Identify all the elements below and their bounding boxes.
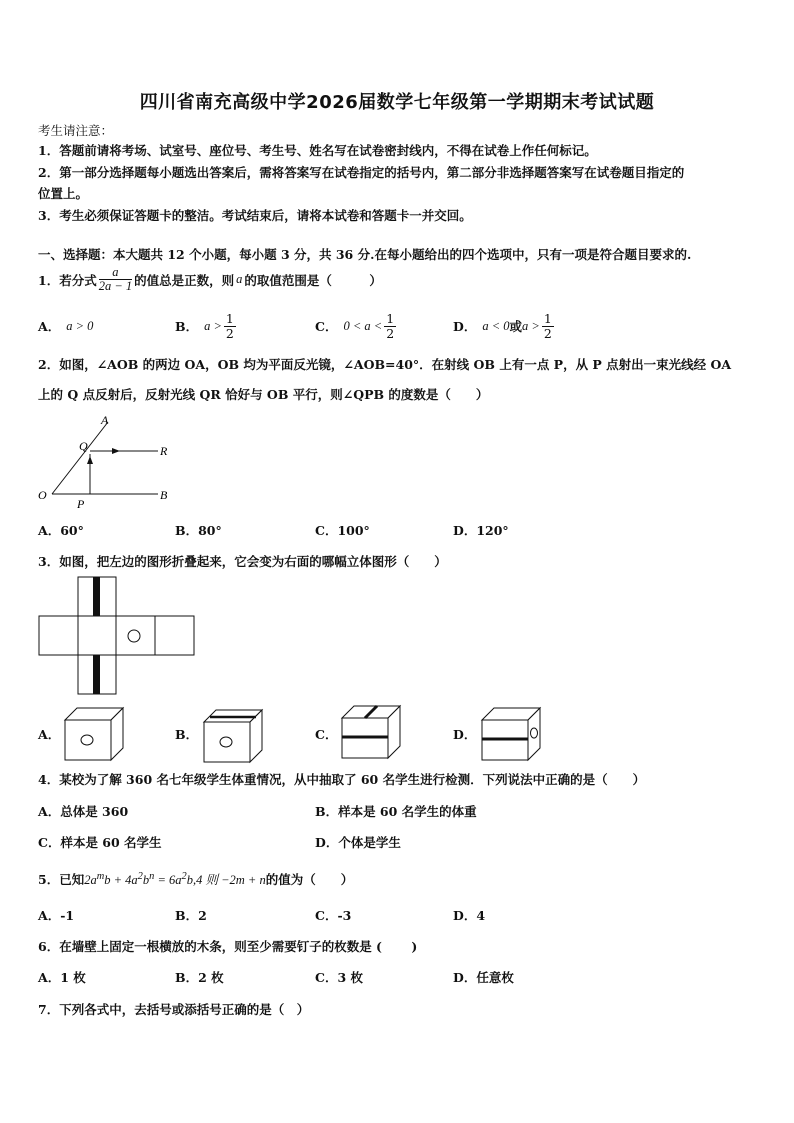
question-2-line2: 上的 Q 点反射后，反射光线 QR 恰好与 OB 平行，则∠QPB 的度数是（ ） bbox=[38, 387, 489, 402]
q4-option-c[interactable]: C．样本是 60 名学生 bbox=[38, 835, 162, 850]
option-or: 或 bbox=[509, 319, 523, 334]
option-math: 0 < a < bbox=[343, 318, 383, 333]
q1-middle: 的值总是正数，则 bbox=[134, 272, 235, 288]
q4-option-a[interactable]: A．总体是 360 bbox=[38, 804, 129, 819]
arrow-up-icon bbox=[87, 456, 93, 464]
q6-option-a[interactable]: A．1 枚 bbox=[38, 970, 86, 985]
label-o: O bbox=[38, 488, 47, 502]
notice-item: 2．第一部分选择题每小题选出答案后，需将答案写在试卷指定的括号内，第二部分非选择题答案写在试卷题目指定的 bbox=[38, 165, 685, 180]
question-2-line1: 2．如图，∠AOB 的两边 OA，OB 均为平面反光镜，∠AOB=40°．在射线 OB 上有一点 P，从 P 点射出一束光线经 OA bbox=[38, 357, 732, 372]
net-face bbox=[39, 616, 78, 655]
q5-option-d[interactable]: D．4 bbox=[453, 908, 486, 923]
q3-option-c-label[interactable]: C． bbox=[315, 727, 338, 742]
question-1 bbox=[38, 266, 382, 293]
option-label: D． bbox=[453, 319, 477, 334]
option-math: a > 0 bbox=[66, 318, 94, 333]
q2-reflection-diagram bbox=[34, 410, 184, 510]
frac-den: 2 bbox=[543, 325, 552, 341]
exponent: 2 bbox=[181, 870, 187, 882]
q2-option-b[interactable]: B．80° bbox=[175, 523, 222, 538]
frac-num: 1 bbox=[543, 311, 552, 327]
q6-option-d[interactable]: D．任意枚 bbox=[453, 970, 514, 985]
q2-option-c[interactable]: C．100° bbox=[315, 523, 370, 538]
expr-part: b + 4a bbox=[104, 873, 138, 887]
frac-den: 2 bbox=[225, 325, 234, 341]
q5-option-b[interactable]: B．2 bbox=[175, 908, 207, 923]
ray-oa bbox=[52, 422, 108, 494]
q1-option-c[interactable] bbox=[315, 309, 398, 343]
question-4: 4．某校为了解 360 名七年级学生体重情况，从中抽取了 60 名学生进行检测．下列说法中正确的是（ ） bbox=[38, 772, 646, 787]
q3-option-d-cube[interactable] bbox=[480, 706, 544, 764]
option-label: C． bbox=[315, 319, 338, 334]
q3-option-c-cube[interactable] bbox=[340, 704, 404, 762]
option-label: B． bbox=[175, 319, 199, 334]
notice-item: 位置上。 bbox=[38, 186, 89, 201]
option-math: a > bbox=[204, 318, 222, 333]
option-label: A． bbox=[38, 319, 61, 334]
q1-fraction bbox=[99, 266, 132, 293]
notice-heading: 考生请注意： bbox=[38, 123, 114, 138]
label-a: A bbox=[101, 413, 109, 427]
circle-mark bbox=[128, 630, 140, 642]
q1-option-d[interactable] bbox=[453, 309, 556, 343]
circle-mark bbox=[531, 728, 538, 738]
q3-option-b-label[interactable]: B． bbox=[175, 727, 199, 742]
net-face bbox=[155, 616, 194, 655]
exponent: 2 bbox=[137, 870, 143, 882]
expr-part: −2m + n bbox=[221, 873, 266, 887]
exponent: n bbox=[149, 870, 155, 882]
q3-option-d-label[interactable]: D． bbox=[453, 727, 477, 742]
question-5 bbox=[38, 870, 353, 888]
net-face bbox=[78, 616, 116, 655]
q1-option-b[interactable] bbox=[175, 309, 238, 343]
q3-option-b-cube[interactable] bbox=[202, 708, 266, 764]
q1-frac-den: 2a − 1 bbox=[98, 279, 133, 294]
question-6: 6．在墙壁上固定一根横放的木条，则至少需要钉子的枚数是 ( ) bbox=[38, 939, 418, 954]
q1-prefix: 1．若分式 bbox=[38, 272, 97, 288]
label-p: P bbox=[77, 497, 85, 510]
frac-num: 1 bbox=[225, 311, 234, 327]
question-3: 3．如图，把左边的图形折叠起来，它会变为右面的哪幅立体图形（ ） bbox=[38, 554, 447, 569]
stripe-mark bbox=[93, 577, 100, 616]
exponent: m bbox=[96, 870, 105, 882]
q2-option-d[interactable]: D．120° bbox=[453, 523, 509, 538]
option-math: a > bbox=[522, 318, 540, 333]
expr-part: b,4 则 bbox=[186, 873, 218, 887]
option-math: a < 0 bbox=[482, 318, 510, 333]
question-7: 7．下列各式中，去括号或添括号正确的是（ ） bbox=[38, 1002, 310, 1017]
label-q: Q bbox=[79, 439, 88, 453]
half-fraction bbox=[542, 312, 554, 339]
expr-part: b bbox=[142, 873, 150, 887]
frac-num: 1 bbox=[386, 311, 395, 327]
q4-option-d[interactable]: D．个体是学生 bbox=[315, 835, 401, 850]
stripe-mark bbox=[93, 655, 100, 694]
circle-mark bbox=[81, 735, 93, 745]
half-fraction bbox=[384, 312, 396, 339]
circle-mark bbox=[220, 737, 232, 747]
section-heading: 一、选择题：本大题共 12 个小题，每小题 3 分，共 36 分.在每小题给出的四个选项中，只有一项是符合题目要求的. bbox=[38, 247, 692, 262]
arrow-right-icon bbox=[112, 448, 120, 454]
q5-option-c[interactable]: C．-3 bbox=[315, 908, 352, 923]
notice-item: 1．答题前请将考场、试室号、座位号、考生号、姓名写在试卷密封线内，不得在试卷上作任何标记。 bbox=[38, 143, 597, 158]
q5-prefix: 5．已知 bbox=[38, 872, 85, 887]
q5-suffix: 的值为（ ） bbox=[265, 872, 354, 887]
q6-option-c[interactable]: C．3 枚 bbox=[315, 970, 363, 985]
q4-option-b[interactable]: B．样本是 60 名学生的体重 bbox=[315, 804, 477, 819]
half-fraction bbox=[224, 312, 236, 339]
q1-frac-num: a bbox=[99, 266, 132, 280]
label-r: R bbox=[160, 444, 168, 458]
q3-option-a-cube[interactable] bbox=[63, 706, 127, 762]
q3-option-a-label[interactable]: A． bbox=[38, 727, 61, 742]
expr-part: 2a bbox=[84, 873, 97, 887]
notice-item: 3．考生必须保证答题卡的整洁。考试结束后，请将本试卷和答题卡一并交回。 bbox=[38, 208, 472, 223]
page-title: 四川省南充高级中学2026届数学七年级第一学期期末考试试题 bbox=[139, 92, 655, 113]
q1-suffix: 的取值范围是（ ） bbox=[244, 272, 382, 288]
q6-option-b[interactable]: B．2 枚 bbox=[175, 970, 224, 985]
label-b: B bbox=[160, 488, 168, 502]
expr-part: = 6a bbox=[154, 873, 182, 887]
frac-den: 2 bbox=[386, 325, 395, 341]
q5-expression bbox=[84, 870, 266, 887]
q1-option-a[interactable] bbox=[38, 309, 93, 343]
q2-option-a[interactable]: A．60° bbox=[38, 523, 84, 538]
cube-net-figure bbox=[38, 576, 198, 696]
q5-option-a[interactable]: A．-1 bbox=[38, 908, 75, 923]
q1-var: a bbox=[236, 272, 243, 287]
